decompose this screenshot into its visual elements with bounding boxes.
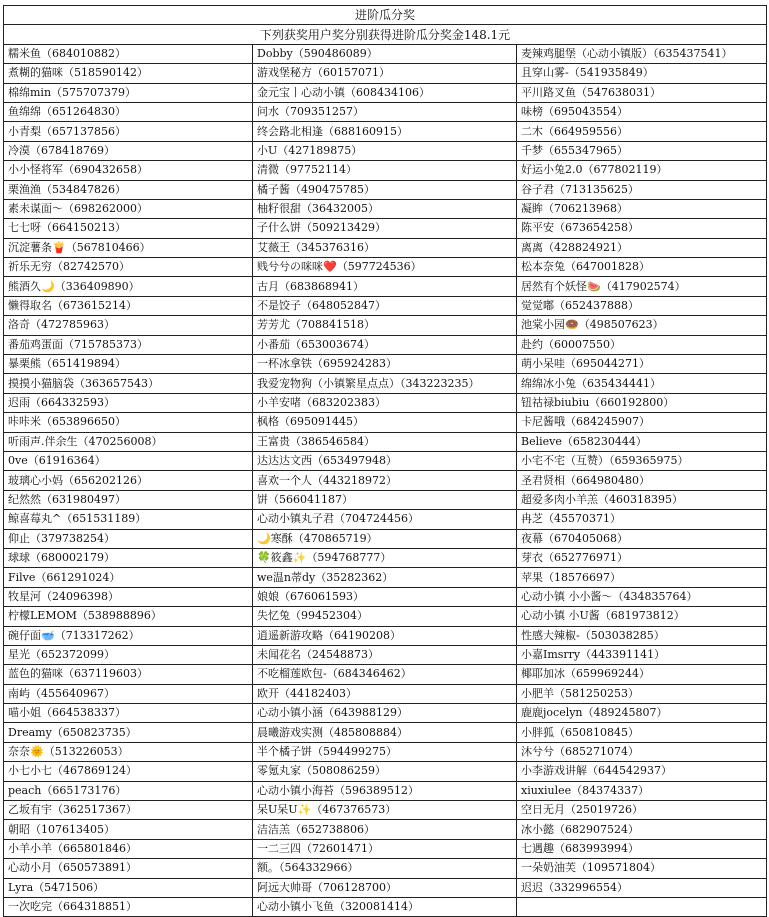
winner-cell: 圣君贤相（664980480） [517, 471, 767, 490]
table-row [4, 665, 767, 684]
winner-cell: 我爱宠物狗（小镇繁星点点）（343223235） [253, 374, 517, 393]
winner-cell: 素未谋面～（698262000） [4, 199, 253, 218]
winner-cell: 零氪丸家（508086259） [253, 762, 517, 781]
winner-cell: 小李游戏讲解（644542937） [517, 762, 767, 781]
winner-cell: 喜欢一个人（443218972） [253, 471, 517, 490]
winner-cell: 平川路叉鱼（547638031） [517, 83, 767, 102]
table-row [4, 723, 767, 742]
winner-cell: 心动小镇 小小酱～（434835764） [517, 587, 767, 606]
winner-cell: 艾薇王（345376316） [253, 238, 517, 257]
winner-cell: 问水（709351257） [253, 102, 517, 121]
table-row [4, 762, 767, 781]
winner-cell: 好运小兔2.0（677802119） [517, 161, 767, 180]
table-row [4, 704, 767, 723]
winner-cell: 迟迟（332996554） [517, 878, 767, 897]
winner-cell: 沉淀薯条🍟（567810466） [4, 238, 253, 257]
table-row [4, 529, 767, 548]
table-row [4, 141, 767, 160]
winner-cell: 🍀筱鑫✨（594768777） [253, 548, 517, 567]
winner-cell: 星光（652372099） [4, 645, 253, 664]
winner-cell: 阿远大帅哥（706128700） [253, 878, 517, 897]
table-row [4, 219, 767, 238]
winner-cell: 未闻花名（24548873） [253, 645, 517, 664]
winner-cell: 玻璃心小妈（656202126） [4, 471, 253, 490]
winner-cell: 游戏堡秘方（60157071） [253, 64, 517, 83]
winner-cell: 咔咔米（653896650） [4, 413, 253, 432]
winner-cell: 暴栗熊（651419894） [4, 355, 253, 374]
winner-cell: 且穿山雾-（541935849） [517, 64, 767, 83]
winner-cell: 晨曦游戏实测（485808884） [253, 723, 517, 742]
winner-cell: 番茄鸡蛋面（715785373） [4, 335, 253, 354]
table-row [4, 684, 767, 703]
winner-cell: 洛奇（472785963） [4, 316, 253, 335]
winner-cell: we温n蒂dy（35282362） [253, 568, 517, 587]
winner-cell: 小肥羊（581250253） [517, 684, 767, 703]
winner-cell: 额。（564332966） [253, 859, 517, 878]
table-row [4, 897, 767, 916]
table-row [4, 102, 767, 121]
table-row [4, 568, 767, 587]
winner-cell: 球球（680002179） [4, 548, 253, 567]
winner-cell: 觉觉嘟（652437888） [517, 296, 767, 315]
winner-cell: 听雨声.伴余生（470256008） [4, 432, 253, 451]
winner-cell: 摸摸小猫脑袋（363657543） [4, 374, 253, 393]
table-title: 进阶瓜分奖 [4, 6, 767, 25]
winner-cell: xiuxiulee（84374337） [517, 781, 767, 800]
winner-cell: 失忆兔（99452304） [253, 607, 517, 626]
table-row [4, 510, 767, 529]
winner-cell: 小青梨（657137856） [4, 122, 253, 141]
winner-cell: 🌙寒酥（470865719） [253, 529, 517, 548]
winner-cell: 鱼绵绵（651264830） [4, 102, 253, 121]
table-row [4, 645, 767, 664]
winner-cell: 超爱多肉小羊羔（460318395） [517, 490, 767, 509]
winner-cell: 心动小镇 小U酱（681973812） [517, 607, 767, 626]
winner-cell: 金元宝丨心动小镇（608434106） [253, 83, 517, 102]
winner-cell: 心动小月（650573891） [4, 859, 253, 878]
winner-cell: 煮糊的猫咪（518590142） [4, 64, 253, 83]
winner-cell: 棉绵min（575707379） [4, 83, 253, 102]
winner-cell: 二木（664959556） [517, 122, 767, 141]
winner-cell: 小羊小羊（665801846） [4, 839, 253, 858]
winner-cell: 枫格（695091445） [253, 413, 517, 432]
winner-cell: Dobby（590486089） [253, 44, 517, 63]
table-row [4, 781, 767, 800]
table-row [4, 820, 767, 839]
table-row [4, 161, 767, 180]
winner-cell: 性感大辣椒-（503038285） [517, 626, 767, 645]
winner-cell: 芳芳尤（708841518） [253, 316, 517, 335]
table-row [4, 277, 767, 296]
winner-cell: 空日无月（25019726） [517, 801, 767, 820]
winner-cell: 0ve（61916364） [4, 451, 253, 470]
winner-cell: 离离（428824921） [517, 238, 767, 257]
winner-cell: 心动小镇小飞鱼（320081414） [253, 897, 517, 916]
winner-cell: 池棠小园🍩（498507623） [517, 316, 767, 335]
winner-cell: 一二三四（72601471） [253, 839, 517, 858]
winner-cell: 千梦（655347965） [517, 141, 767, 160]
winner-cell: 欧开（44182403） [253, 684, 517, 703]
table-row [4, 413, 767, 432]
table-row [4, 451, 767, 470]
winner-cell: 终会路北相逢（688160915） [253, 122, 517, 141]
table-row [4, 587, 767, 606]
table-row [4, 859, 767, 878]
winner-cell: 蓝色的猫咪（637119603） [4, 665, 253, 684]
winner-cell: 味榜（695043554） [517, 102, 767, 121]
winner-cell: 迟雨（664332593） [4, 393, 253, 412]
winner-cell: 萌小呆哇（695044271） [517, 355, 767, 374]
winner-cell: 碗仔面🥣（713317262） [4, 626, 253, 645]
winner-cell: 呆U呆U✨（467376573） [253, 801, 517, 820]
table-row [4, 122, 767, 141]
table-row [4, 432, 767, 451]
winner-cell: 苹果（18576697） [517, 568, 767, 587]
winner-cell: 冰小懿（682907524） [517, 820, 767, 839]
table-row [4, 742, 767, 761]
table-row [4, 296, 767, 315]
winner-cell: 小嘉Imsrry（443391141） [517, 645, 767, 664]
table-row [4, 801, 767, 820]
winner-cell: 半个橘子饼（594499275） [253, 742, 517, 761]
winner-cell: 古月（683868941） [253, 277, 517, 296]
winner-cell: 夜幕（670405068） [517, 529, 767, 548]
winner-cell [517, 897, 767, 916]
winner-cell: 松本奈兔（647001828） [517, 258, 767, 277]
winner-cell: 芽衣（652776971） [517, 548, 767, 567]
table-row [4, 607, 767, 626]
table-subtitle: 下列获奖用户奖分别获得进阶瓜分奖金148.1元 [4, 25, 767, 44]
table-row [4, 316, 767, 335]
winner-cell: 心动小镇小海苔（596389512） [253, 781, 517, 800]
table-row [4, 839, 767, 858]
title-row [4, 6, 767, 25]
table-row [4, 64, 767, 83]
winner-cell: 陈平安（673654258） [517, 219, 767, 238]
winner-cell: 橘子酱（490475785） [253, 180, 517, 199]
winner-cell: 小宅不宅（互赞）（659365975） [517, 451, 767, 470]
winner-cell: 王富贵（386546584） [253, 432, 517, 451]
winner-cell: 凝眸（706213968） [517, 199, 767, 218]
winner-cell: 赴约（60007550） [517, 335, 767, 354]
winner-cell: 钮祜禄biubiu（660192800） [517, 393, 767, 412]
winners-table [3, 5, 767, 917]
table-row [4, 548, 767, 567]
winner-cell: 子什么饼（509213429） [253, 219, 517, 238]
winner-cell: 清微（97752114） [253, 161, 517, 180]
table-row [4, 878, 767, 897]
winner-cell: 小U（427189875） [253, 141, 517, 160]
winner-cell: 懒得取名（673615214） [4, 296, 253, 315]
table-row [4, 258, 767, 277]
winner-cell: Dreamy（650823735） [4, 723, 253, 742]
winner-cell: 七遇趣（683993994） [517, 839, 767, 858]
winner-cell: 不吃榴莲欧包-（684346462） [253, 665, 517, 684]
winner-cell: 麦辣鸡腿堡（心动小镇版）（635437541） [517, 44, 767, 63]
winner-cell: 仰止（379738254） [4, 529, 253, 548]
winner-cell: 纪然然（631980497） [4, 490, 253, 509]
winner-cell: 柠檬LEMOM（538988896） [4, 607, 253, 626]
table-row [4, 355, 767, 374]
winner-cell: 饼（566041187） [253, 490, 517, 509]
winner-cell: 鹿鹿jocelyn（489245807） [517, 704, 767, 723]
winner-cell: 洁洁羔（652738806） [253, 820, 517, 839]
winner-cell: 朝昭（107613405） [4, 820, 253, 839]
winner-cell: Filve（661291024） [4, 568, 253, 587]
table-row [4, 83, 767, 102]
winner-cell: 小七小七（467869124） [4, 762, 253, 781]
winner-cell: 心动小镇丸子君（704724456） [253, 510, 517, 529]
winner-cell: 小番茄（653003674） [253, 335, 517, 354]
winner-cell: 冉芝（45570371） [517, 510, 767, 529]
subtitle-row [4, 25, 767, 44]
winner-cell: 喵小姐（664538337） [4, 704, 253, 723]
winner-cell: 栗渔渔（534847826） [4, 180, 253, 199]
winner-cell: 心动小镇小涵（643988129） [253, 704, 517, 723]
table-row [4, 393, 767, 412]
table-row [4, 199, 767, 218]
winner-cell: 卡尼酱哦（684245907） [517, 413, 767, 432]
winner-cell: 祈乐无穷（82742570） [4, 258, 253, 277]
winner-cell: 一杯冰拿铁（695924283） [253, 355, 517, 374]
winner-cell: peach（665173176） [4, 781, 253, 800]
table-row [4, 180, 767, 199]
winner-cell: 小胖狐（650810845） [517, 723, 767, 742]
winner-cell: 椰耶加冰（659969244） [517, 665, 767, 684]
table-row [4, 471, 767, 490]
table-row [4, 490, 767, 509]
winner-cell: 牧星河（24096398） [4, 587, 253, 606]
winner-cell: 谷子君（713135625） [517, 180, 767, 199]
winner-cell: 鲸喜莓丸^（651531189） [4, 510, 253, 529]
winner-cell: 不是饺子（648052847） [253, 296, 517, 315]
table-row [4, 626, 767, 645]
winner-cell: 一朵奶油芙（109571804） [517, 859, 767, 878]
winner-cell: 贱兮兮の咪咪❤️（597724536） [253, 258, 517, 277]
winner-cell: 七七呀（664150213） [4, 219, 253, 238]
winner-cell: 小小怪将军（690432658） [4, 161, 253, 180]
table-row [4, 238, 767, 257]
winner-cell: 一次吃完（664318851） [4, 897, 253, 916]
winner-cell: 达达达文西（653497948） [253, 451, 517, 470]
winner-cell: Believe（658230444） [517, 432, 767, 451]
winner-cell: 糯米鱼（684010882） [4, 44, 253, 63]
winner-cell: 柚籽很甜（36432005） [253, 199, 517, 218]
winner-cell: 熊酒久🌙（336409890） [4, 277, 253, 296]
winner-cell: 逍遥新游攻略（64190208） [253, 626, 517, 645]
winner-cell: Lyra（5471506） [4, 878, 253, 897]
winner-cell: 绵绵冰小兔（635434441） [517, 374, 767, 393]
winner-cell: 娘娘（676061593） [253, 587, 517, 606]
table-row [4, 374, 767, 393]
winner-cell: 乙坂有宇（362517367） [4, 801, 253, 820]
winner-cell: 奈奈🌞（513226053） [4, 742, 253, 761]
winner-cell: 南屿（455640967） [4, 684, 253, 703]
winner-cell: 小羊安啫（683202383） [253, 393, 517, 412]
table-row [4, 335, 767, 354]
table-row [4, 44, 767, 63]
winner-cell: 沐兮兮（685271074） [517, 742, 767, 761]
winner-cell: 冷漠（678418769） [4, 141, 253, 160]
winner-cell: 居然有个妖怪🍉（417902574） [517, 277, 767, 296]
